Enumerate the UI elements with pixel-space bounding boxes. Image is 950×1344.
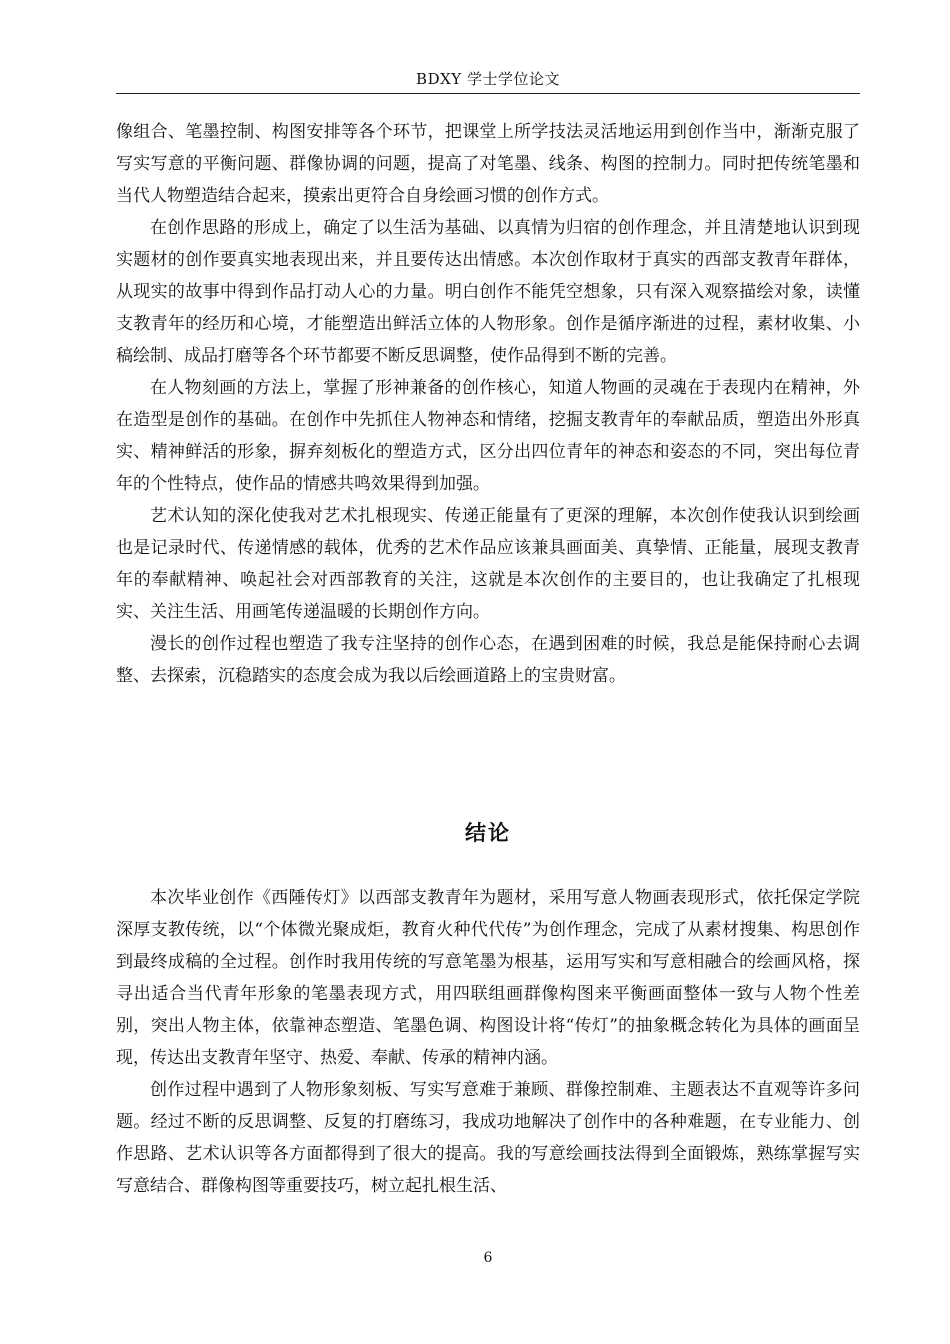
header-rule — [116, 93, 860, 94]
paragraph-creative-thinking: 在创作思路的形成上，确定了以生活为基础、以真情为归宿的创作理念，并且清楚地认识到现实题材的创作要真实地表现出来，并且要传达出情感。本次创作取材于真实的西部支教青年群体，从现实的故事中得到作品打动人心的力量。明白创作不能凭空想象，只有深入观察描绘对象，读懂支教青年的经历和心境，才能塑造出鲜活立体的人物形象。创作是循序渐进的过程，素材收集、小稿绘制、成品打磨等各个环节都要不断反思调整，使作品得到不断的完善。 — [116, 218, 860, 366]
conclusion-body — [116, 882, 860, 1202]
conclusion-paragraph-problems: 创作过程中遇到了人物形象刻板、写实写意难于兼顾、群像控制难、主题表达不直观等许多问题。经过不断的反思调整、反复的打磨练习，我成功地解决了创作中的各种难题，在专业能力、创作思路、艺术认识等各方面都得到了很大的提高。我的写意绘画技法得到全面锻炼，熟练掌握写实写意结合、群像构图等重要技巧，树立起扎根生活、 — [116, 1080, 860, 1196]
page-number: 6 — [483, 1250, 493, 1266]
paragraph-continued: 像组合、笔墨控制、构图安排等各个环节，把课堂上所学技法灵活地运用到创作当中，渐渐克服了写实写意的平衡问题、群像协调的问题，提高了对笔墨、线条、构图的控制力。同时把传统笔墨和当代人物塑造结合起来，摸索出更符合自身绘画习惯的创作方式。 — [116, 122, 860, 206]
conclusion-heading: 结论 — [465, 821, 511, 845]
paragraph-creative-mindset: 漫长的创作过程也塑造了我专注坚持的创作心态，在遇到困难的时候，我总是能保持耐心去调整、去探索，沉稳踏实的态度会成为我以后绘画道路上的宝贵财富。 — [116, 634, 860, 686]
paragraph-character-depiction: 在人物刻画的方法上，掌握了形神兼备的创作核心，知道人物画的灵魂在于表现内在精神，外在造型是创作的基础。在创作中先抓住人物神态和情绪，挖掘支教青年的奉献品质，塑造出外形真实、精神鲜活的形象，摒弃刻板化的塑造方式，区分出四位青年的神态和姿态的不同，突出每位青年的个性特点，使作品的情感共鸣效果得到加强。 — [116, 378, 860, 494]
paragraph-artistic-cognition: 艺术认知的深化使我对艺术扎根现实、传递正能量有了更深的理解，本次创作使我认识到绘画也是记录时代、传递情感的载体，优秀的艺术作品应该兼具画面美、真挚情、正能量，展现支教青年的奉献精神、唤起社会对西部教育的关注，这就是本次创作的主要目的，也让我确定了扎根现实、关注生活、用画笔传递温暖的长期创作方向。 — [116, 506, 860, 622]
conclusion-paragraph-overview: 本次毕业创作《西陲传灯》以西部支教青年为题材，采用写意人物画表现形式，依托保定学院深厚支教传统，以“个体微光聚成炬，教育火种代代传”为创作理念，完成了从素材搜集、构思创作到最终成稿的全过程。创作时我用传统的写意笔墨为根基，运用写实和写意相融合的绘画风格，探寻出适合当代青年形象的笔墨表现方式，用四联组画群像构图来平衡画面整体一致与人物个性差别，突出人物主体，依靠神态塑造、笔墨色调、构图设计将“传灯”的抽象概念转化为具体的画面呈现，传达出支教青年坚守、热爱、奉献、传承的精神内涵。 — [116, 888, 860, 1068]
section-body-top — [116, 116, 860, 692]
running-header: BDXY 学士学位论文 — [416, 70, 560, 88]
